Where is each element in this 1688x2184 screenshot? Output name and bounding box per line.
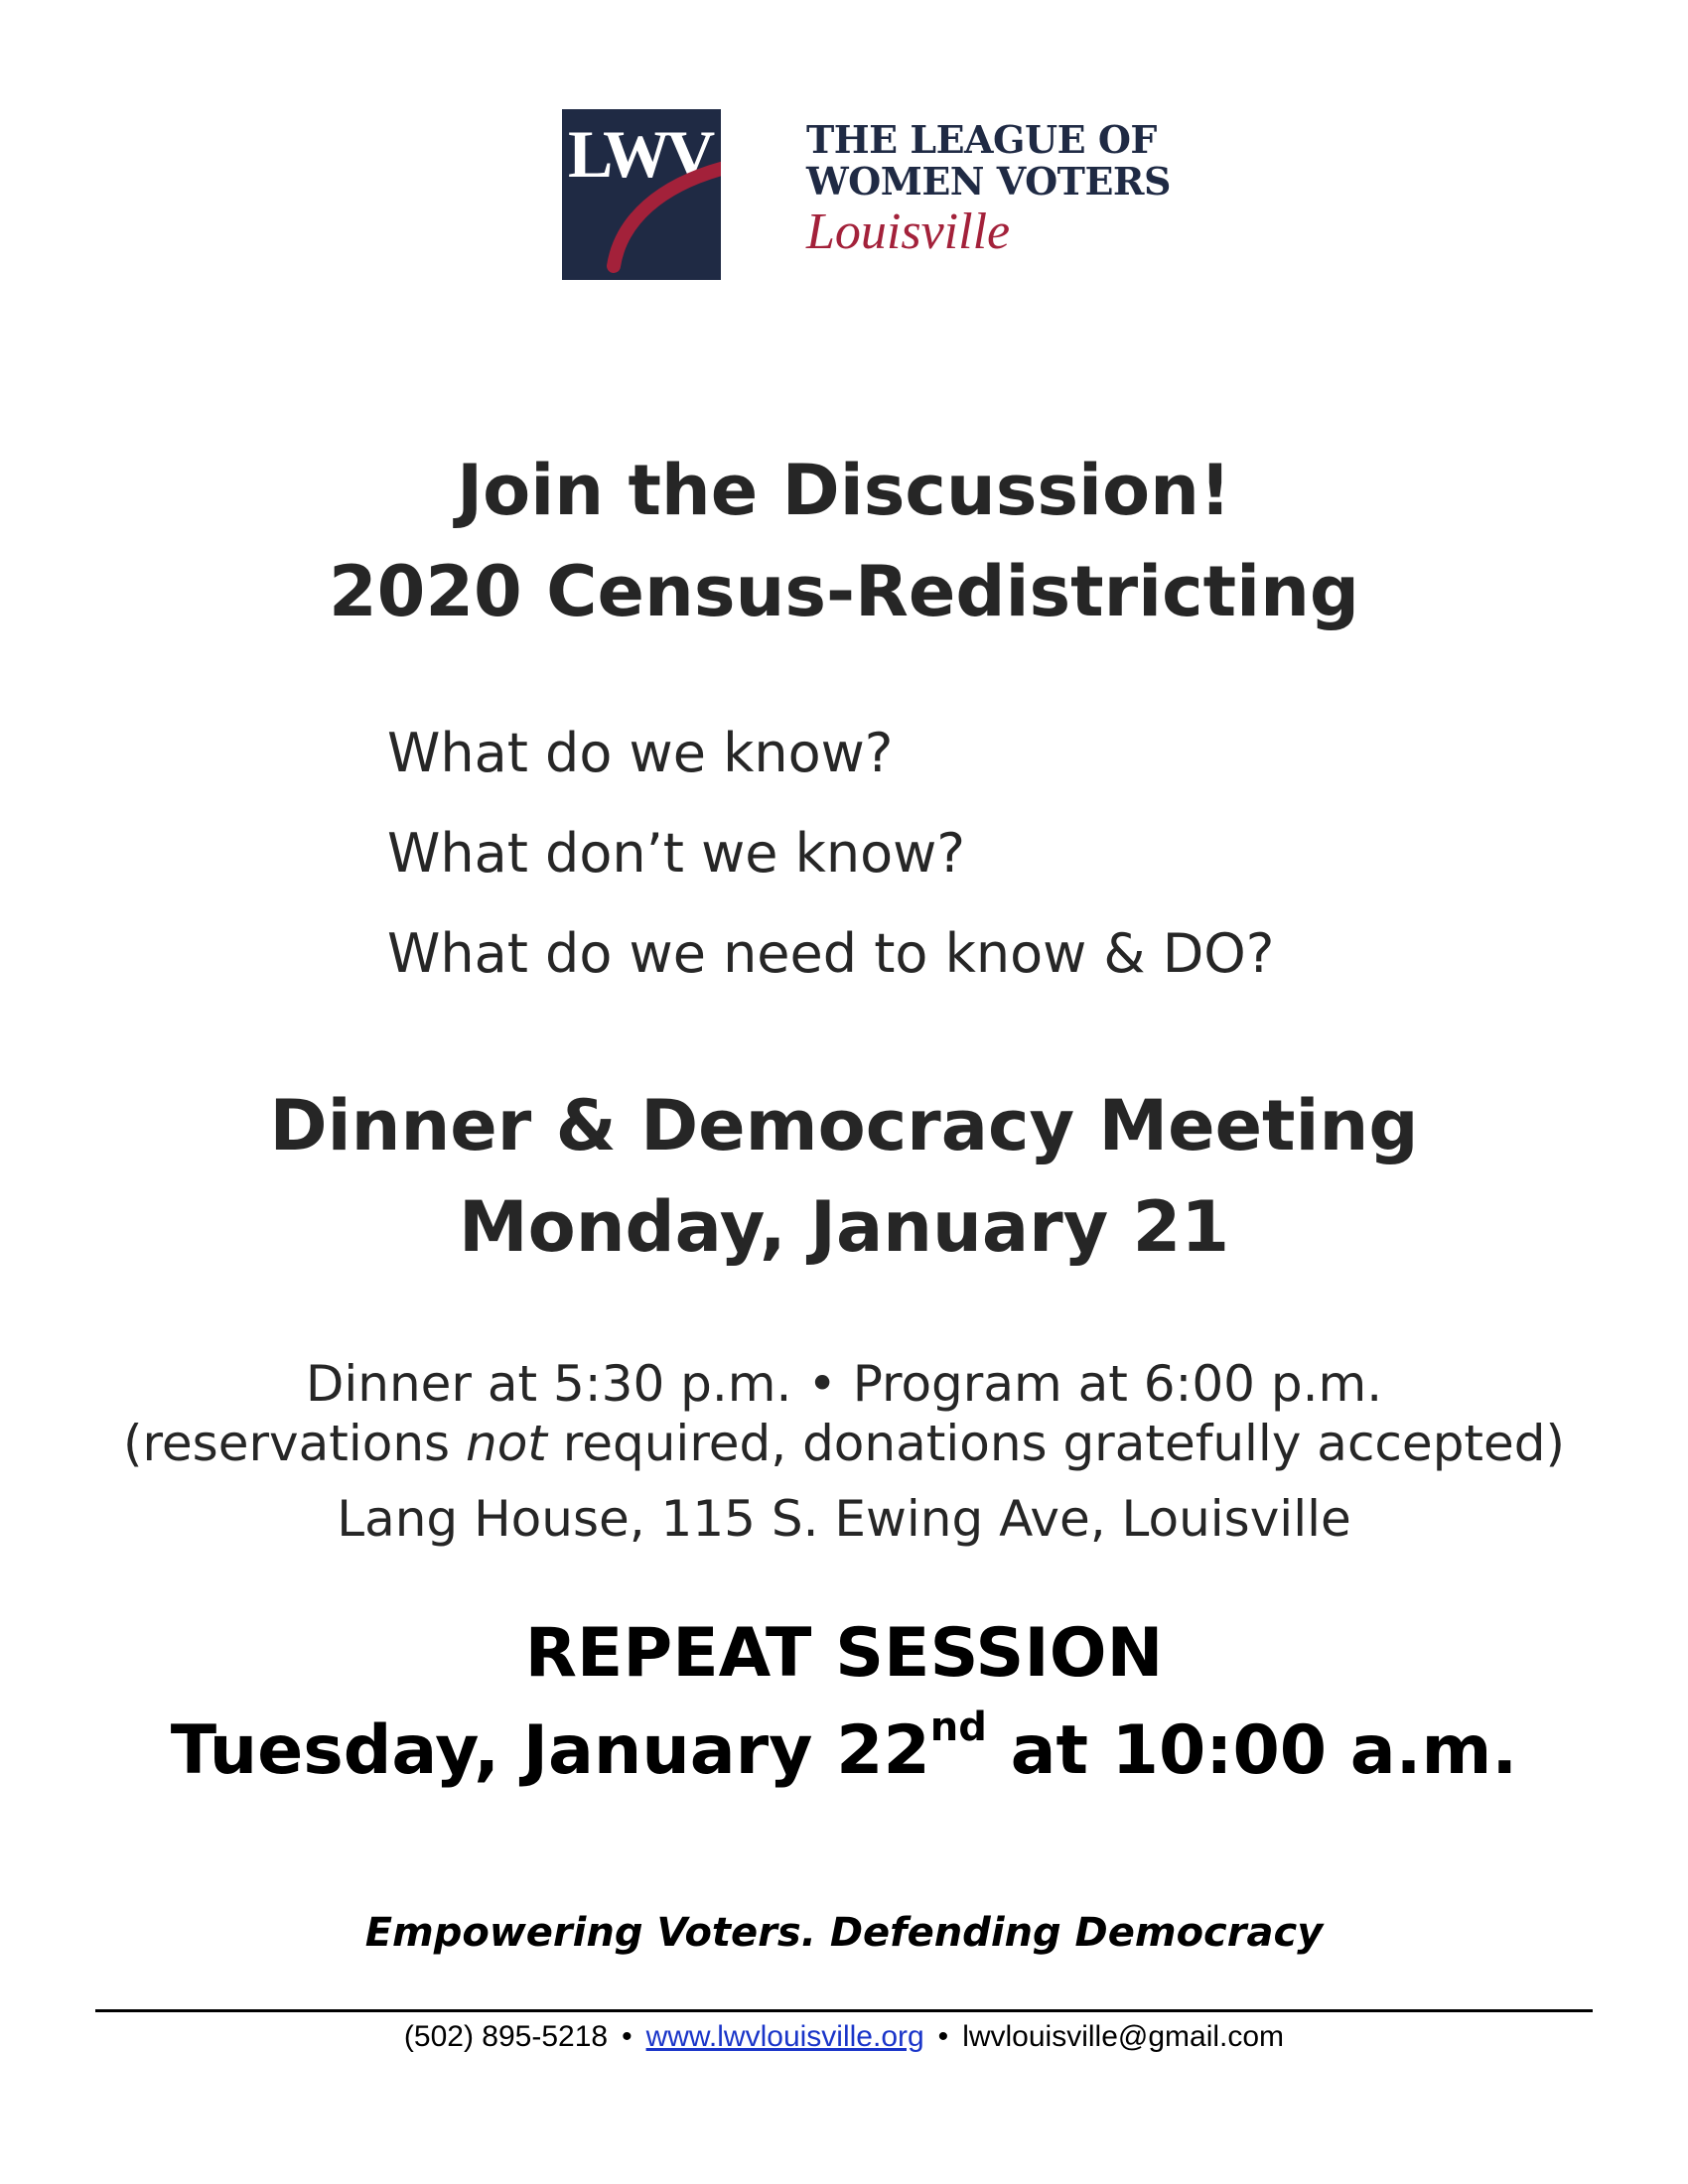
heading-line-2: 2020 Census-Redistricting	[328, 551, 1360, 632]
tagline: Empowering Voters. Defending Democracy	[364, 1910, 1324, 1956]
question-item: What do we know?	[387, 722, 894, 784]
website-link[interactable]: www.lwvlouisville.org	[645, 2020, 924, 2053]
footer-phone: (502) 895-5218	[403, 2020, 609, 2053]
reservations-rest: required, donations gratefully accepted)	[546, 1415, 1566, 1472]
logo-line-2: WOMEN VOTERS	[806, 159, 1171, 204]
repeat-title: REPEAT SESSION	[524, 1614, 1164, 1693]
question-item: What don’t we know?	[387, 822, 966, 885]
question-list	[387, 703, 1274, 1004]
reservations-note	[0, 1414, 1688, 1473]
footer-divider	[95, 2009, 1593, 2012]
repeat-day: Tuesday, January 22	[170, 1711, 930, 1790]
lwv-logo-mark	[562, 109, 721, 280]
logo-wordmark	[806, 119, 1171, 260]
program-time: Program at 6:00 p.m.	[852, 1355, 1383, 1413]
logo-line-1: THE LEAGUE OF	[806, 117, 1157, 162]
heading-line-1: Join the Discussion!	[457, 450, 1231, 531]
logo-mark-text: LWV	[568, 116, 712, 192]
repeat-time: at 10:00 a.m.	[986, 1711, 1518, 1790]
logo-city: Louisville	[806, 204, 1011, 260]
schedule-line	[0, 1354, 1688, 1414]
meeting-date: Monday, January 21	[458, 1186, 1230, 1268]
bullet-separator: •	[807, 1355, 837, 1413]
repeat-datetime	[0, 1705, 1688, 1791]
reservations-open: (reservations	[122, 1415, 466, 1472]
reservations-emphasis: not	[466, 1415, 547, 1472]
dinner-time: Dinner at 5:30 p.m.	[305, 1355, 792, 1413]
footer-email: lwvlouisville@gmail.com	[962, 2020, 1285, 2053]
meeting-title: Dinner & Democracy Meeting	[269, 1085, 1419, 1166]
footer-contact	[0, 2017, 1688, 2057]
repeat-ordinal: nd	[929, 1705, 987, 1750]
lwv-logo	[562, 109, 1171, 284]
bullet-separator: •	[937, 2020, 949, 2053]
question-item: What do we need to know & DO?	[387, 922, 1275, 985]
location: Lang House, 115 S. Ewing Ave, Louisville	[337, 1490, 1351, 1548]
bullet-separator: •	[622, 2020, 633, 2053]
